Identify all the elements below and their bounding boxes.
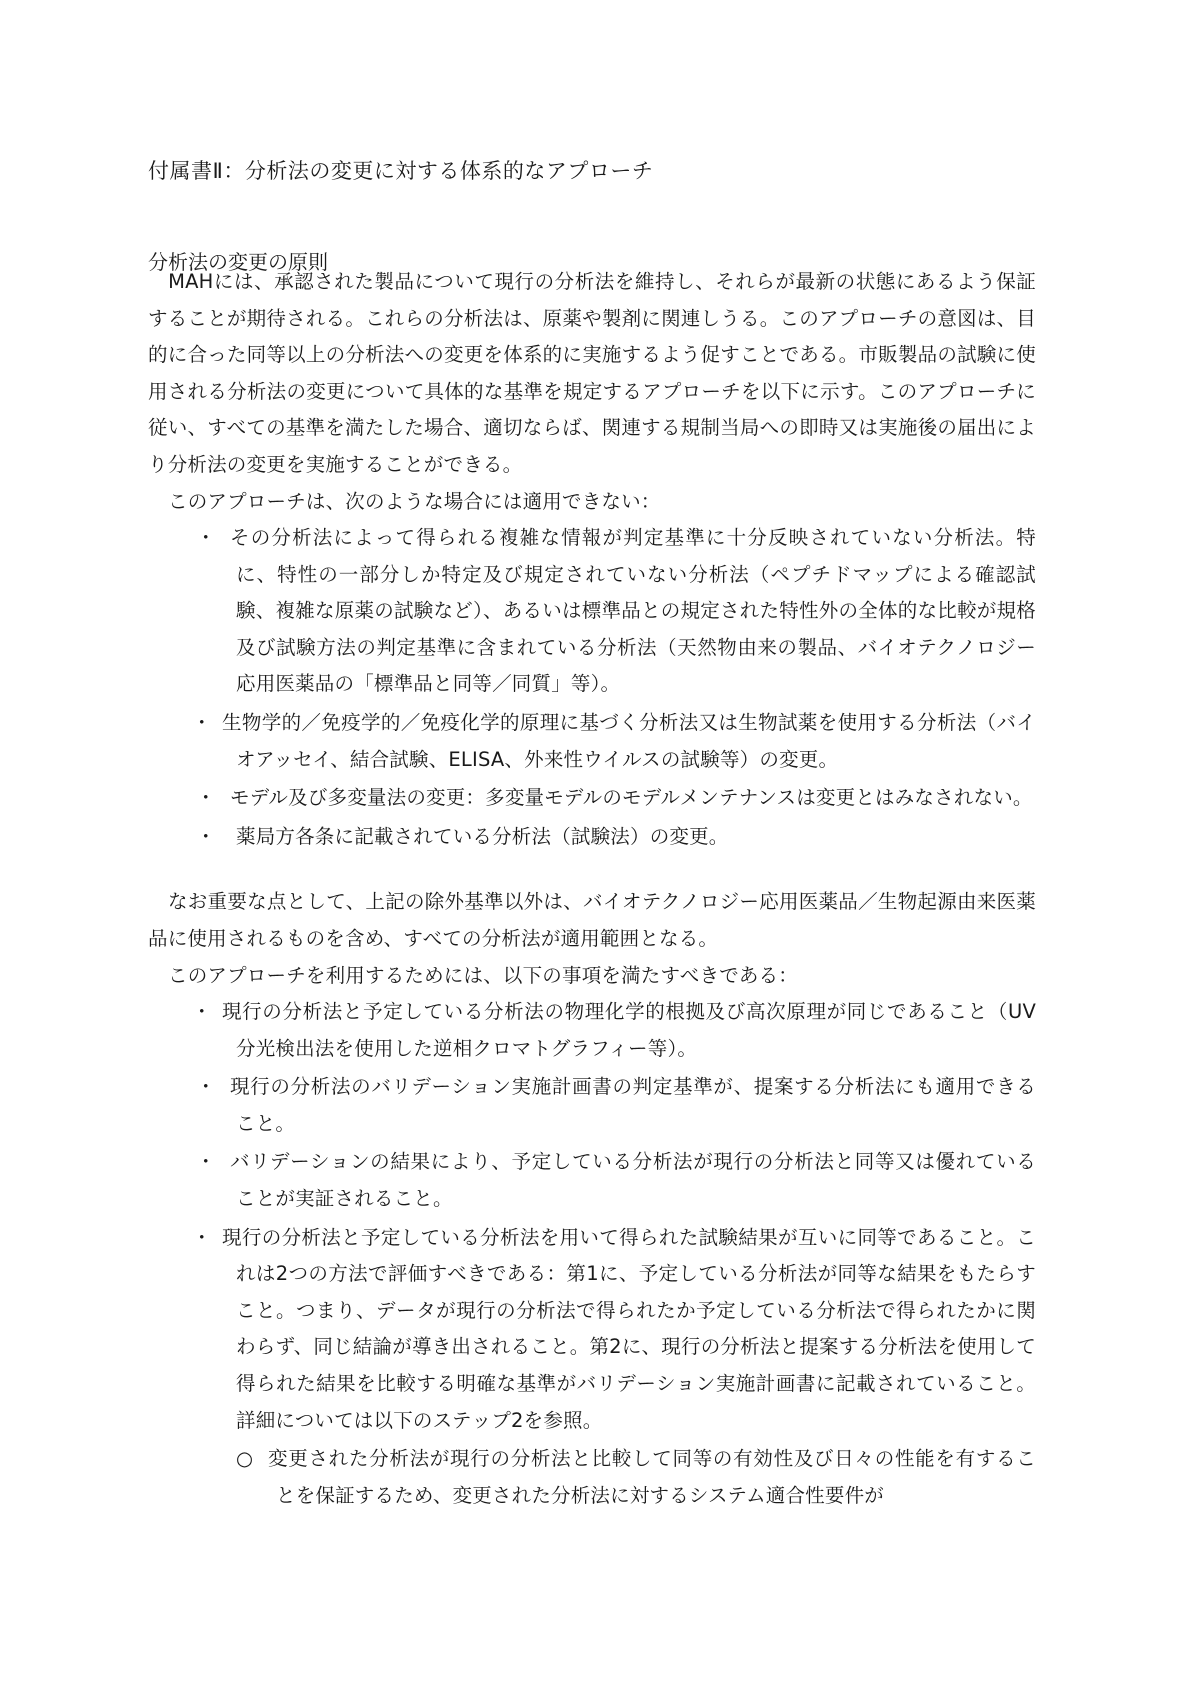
exclusion-item-text: 生物学的／免疫学的／免疫化学的原理に基づく分析法又は生物試薬を使用する分析法（バイオアッセイ、結合試験、ELISA、外来性ウイルスの試験等）の変更。 [222,710,1036,771]
bullet-mark: ・ [196,824,216,848]
requirement-item-text: 現行の分析法のバリデーション実施計画書の判定基準が、提案する分析法にも適用できること。 [230,1075,1036,1135]
requirements-list [148,994,1036,1514]
exclusion-item-text: モデル及び多変量法の変更：多変量モデルのモデルメンテナンスは変更とはみなされない。 [230,786,1033,810]
bullet-mark: ・ [196,786,216,810]
requirement-item-text: 現行の分析法と予定している分析法の物理化学的根拠及び高次原理が同じであること（UV分光検出法を使用した逆相クロマトグラフィー等）。 [222,1000,1036,1060]
bullet-mark: ・ [196,1150,216,1174]
requirement-item [148,994,1036,1067]
exclusion-item [148,520,1036,703]
exclusion-list [148,520,1036,855]
sub-bullet-mark: ○ [236,1447,254,1471]
scope-paragraph: なお重要な点として、上記の除外基準以外は、バイオテクノロジー応用医薬品／生物起源由来医薬品に使用されるものを含め、すべての分析法が適用範囲となる。 [148,890,1036,950]
exclusion-item [148,780,1036,817]
bullet-mark: ・ [192,1000,212,1023]
exclusion-item [148,705,1036,778]
requirement-item [148,1069,1036,1142]
exclusion-item-text: 薬局方各条に記載されている分析法（試験法）の変更。 [236,824,729,848]
requirement-item [148,1220,1036,1440]
bullet-mark: ・ [196,526,216,549]
intro-paragraph: MAHには、承認された製品について現行の分析法を維持し、それらが最新の状態にあるよう保証することが期待される。これらの分析法は、原薬や製剤に関連しうる。このアプローチの意図は、目的に合った同等以上の分析法への変更を体系的に実施するよう促すことである。市販製品の試験に使用される分析法の変更について具体的な基準を規定するアプローチを以下に示す。このアプローチに従い、すべての基準を満たした場合、適切ならば、関連する規制当局への即時又は実施後の届出により分析法の変更を実施することができる。 [148,270,1036,476]
requirement-item-text: 現行の分析法と予定している分析法を用いて得られた試験結果が互いに同等であること。これは2つの方法で評価すべきである：第1に、予定している分析法が同等な結果をもたらすこと。つまり、データが現行の分析法で得られたか予定している分析法で得られたかに関わらず、同じ結論が導き出されること。第2に、現行の分析法と提案する分析法を使用して得られた結果を比較する明確な基準がバリデーション実施計画書に記載されていること。詳細については以下のステップ2を参照。 [222,1225,1036,1432]
requirement-item [148,1144,1036,1217]
sub-requirement-text: 変更された分析法が現行の分析法と比較して同等の有効性及び日々の性能を有することを保証するため、変更された分析法に対するシステム適合性要件が [268,1447,1036,1507]
bullet-mark: ・ [196,1075,216,1099]
sub-requirement-item [148,1441,1036,1514]
exclusion-intro: このアプローチは、次のような場合には適用できない： [168,490,661,513]
section-heading: 分析法の変更の原則 [148,250,328,274]
bullet-mark: ・ [192,710,212,734]
exclusion-item [148,819,1036,856]
requirement-item-text: バリデーションの結果により、予定している分析法が現行の分析法と同等又は優れていることが実証されること。 [230,1150,1036,1210]
bullet-mark: ・ [192,1225,212,1249]
document-title: 付属書Ⅱ：分析法の変更に対する体系的なアプローチ [148,159,654,183]
exclusion-item-text: その分析法によって得られる複雑な情報が判定基準に十分反映されていない分析法。特に、特性の一部分しか特定及び規定されていない分析法（ペプチドマップによる確認試験、複雑な原薬の試験など）、あるいは標準品との規定された特性外の全体的な比較が規格及び試験方法の判定基準に含まれている分析法（天然物由来の製品、バイオテクノロジー応用医薬品の「標準品と同等／同質」等）。 [230,526,1036,696]
requirements-intro: このアプローチを利用するためには、以下の事項を満たすべきである： [168,964,799,987]
